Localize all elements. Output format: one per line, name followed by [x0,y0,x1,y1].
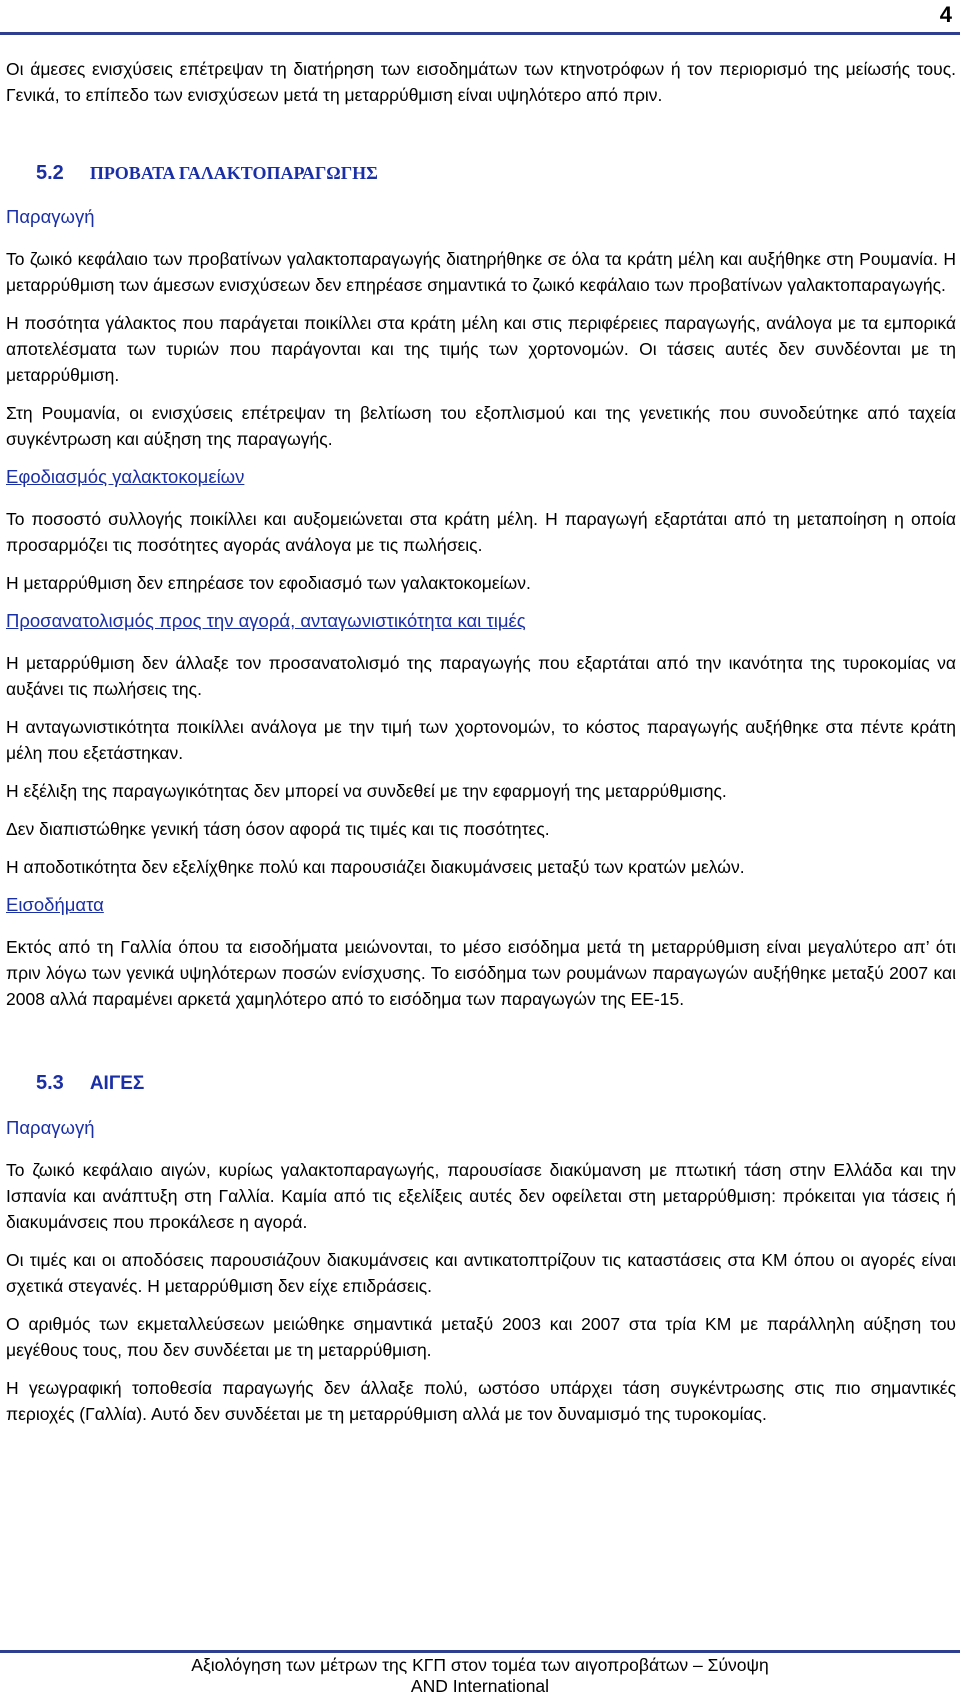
paragraph: Ο αριθμός των εκμεταλλεύσεων μειώθηκε σημαντικά μεταξύ 2003 και 2007 στα τρία ΚΜ με παράλληλη αύξηση του μεγέθους τους, που δεν συνδέεται με τη μεταρρύθμιση. [6,1314,956,1360]
paragraph: Στη Ρουμανία, οι ενισχύσεις επέτρεψαν τη βελτίωση του εξοπλισμού και της γενετικής που συνοδεύτηκε από ταχεία συγκέντρωση και αύξηση της παραγωγής. [6,403,956,449]
paragraph: Η ποσότητα γάλακτος που παράγεται ποικίλλει στα κράτη μέλη και στις περιφέρειες παραγωγής, ανάλογα με τα εμπορικά αποτελέσματα των τυριών που παράγονται και της τιμής των χορτονομών. Οι τάσεις αυτές δεν συνδέονται με τη μεταρρύθμιση. [6,313,956,385]
section-heading-5-3 [36,1070,956,1097]
section-heading-5-2 [36,160,956,186]
header-rule [0,32,960,35]
spacer [6,1024,956,1070]
section-title: ΠΡΟΒΑΤΑ ΓΑΛΑΚΤΟΠΑΡΑΓΩΓΗΣ [89,163,378,183]
paragraph: Η μεταρρύθμιση δεν άλλαξε τον προσανατολισμό της παραγωγής που εξαρτάται από την ικανότητα της τυροκομίας να αυξάνει τις πωλήσεις της. [6,653,956,699]
paragraph: Το ποσοστό συλλογής ποικίλλει και αυξομειώνεται στα κράτη μέλη. Η παραγωγή εξαρτάται από τη μεταποίηση η οποία προσαρμόζει τις ποσότητες αγοράς ανάλογα με τις πωλήσεις. [6,509,956,555]
subheading-production: Παραγωγή [6,1117,95,1138]
page-footer [0,1655,960,1697]
paragraph: Οι τιμές και οι αποδόσεις παρουσιάζουν διακυμάνσεις και αντικατοπτρίζουν τις καταστάσεις στα ΚΜ όπου οι αγορές είναι σχετικά στεγανές. Η μεταρρύθμιση δεν είχε επιδράσεις. [6,1250,956,1296]
section-number: 5.2 [36,162,64,184]
paragraph: Η αποδοτικότητα δεν εξελίχθηκε πολύ και παρουσιάζει διακυμάνσεις μεταξύ των κρατών μελών. [6,857,745,877]
footer-rule [0,1650,960,1653]
footer-title: Αξιολόγηση των μέτρων της ΚΓΠ στον τομέα των αιγοπροβάτων – Σύνοψη [191,1655,769,1675]
subheading-dairy-supply: Εφοδιασμός γαλακτοκομείων [6,466,245,487]
paragraph: Η ανταγωνιστικότητα ποικίλλει ανάλογα με την τιμή των χορτονομών, το κόστος παραγωγής αυξήθηκε στα πέντε κράτη μέλη που εξετάστηκαν. [6,717,956,763]
intro-paragraph: Οι άμεσες ενισχύσεις επέτρεψαν τη διατήρηση των εισοδημάτων των κτηνοτρόφων ή τον περιορισμό της μείωσής τους. Γενικά, το επίπεδο των ενισχύσεων μετά τη μεταρρύθμιση είναι υψηλότερο από πριν. [6,59,956,105]
paragraph: Το ζωικό κεφάλαιο αιγών, κυρίως γαλακτοπαραγωγής, παρουσίασε διακύμανση με πτωτική τάση στην Ελλάδα και την Ισπανία και ανάπτυξη στη Γαλλία. Καμία από τις εξελίξεις αυτές δεν οφείλεται στη μεταρρύθμιση: πρόκειται για τάσεις ή διακυμάνσεις που προκάλεσε η αγορά. [6,1160,956,1232]
page-number: 4 [939,2,952,27]
paragraph: Εκτός από τη Γαλλία όπου τα εισοδήματα μειώνονται, το μέσο εισόδημα μετά τη μεταρρύθμιση είναι μεγαλύτερο απ’ ότι πριν λόγω των γενικά υψηλότερων ποσών ενίσχυσης. Το εισόδημα των ρουμάνων παραγωγών αυξήθηκε μεταξύ 2007 και 2008 αλλά παραμένει αρκετά χαμηλότερο από το εισόδημα των παραγωγών της ΕΕ-15. [6,937,956,1009]
paragraph: Η εξέλιξη της παραγωγικότητας δεν μπορεί να συνδεθεί με την εφαρμογή της μεταρρύθμισης. [6,781,727,801]
section-number: 5.3 [36,1072,64,1094]
paragraph: Η μεταρρύθμιση δεν επηρέασε τον εφοδιασμό των γαλακτοκομείων. [6,573,531,593]
paragraph: Η γεωγραφική τοποθεσία παραγωγής δεν άλλαξε πολύ, ωστόσο υπάρχει τάση συγκέντρωσης στις πιο σημαντικές περιοχές (Γαλλία). Αυτό δεν συνδέεται με τη μεταρρύθμιση αλλά με τον δυναμισμό της τυροκομίας. [6,1378,956,1424]
subheading-production: Παραγωγή [6,206,95,227]
spacer [6,120,956,160]
subheading-incomes: Εισοδήματα [6,894,104,915]
footer-organization: AND International [410,1676,550,1696]
section-title: ΑΙΓΕΣ [89,1073,145,1094]
document-body [6,56,956,1439]
paragraph: Δεν διαπιστώθηκε γενική τάση όσον αφορά τις τιμές και τις ποσότητες. [6,819,550,839]
paragraph: Το ζωικό κεφάλαιο των προβατίνων γαλακτοπαραγωγής διατηρήθηκε σε όλα τα κράτη μέλη και αυξήθηκε στη Ρουμανία. Η μεταρρύθμιση των άμεσων ενισχύσεων δεν επηρέασε σημαντικά το ζωικό κεφάλαιο των προβατίνων γαλακτοπαραγωγής. [6,249,956,295]
subheading-market-orientation: Προσανατολισμός προς την αγορά, ανταγωνιστικότητα και τιμές [6,610,526,631]
